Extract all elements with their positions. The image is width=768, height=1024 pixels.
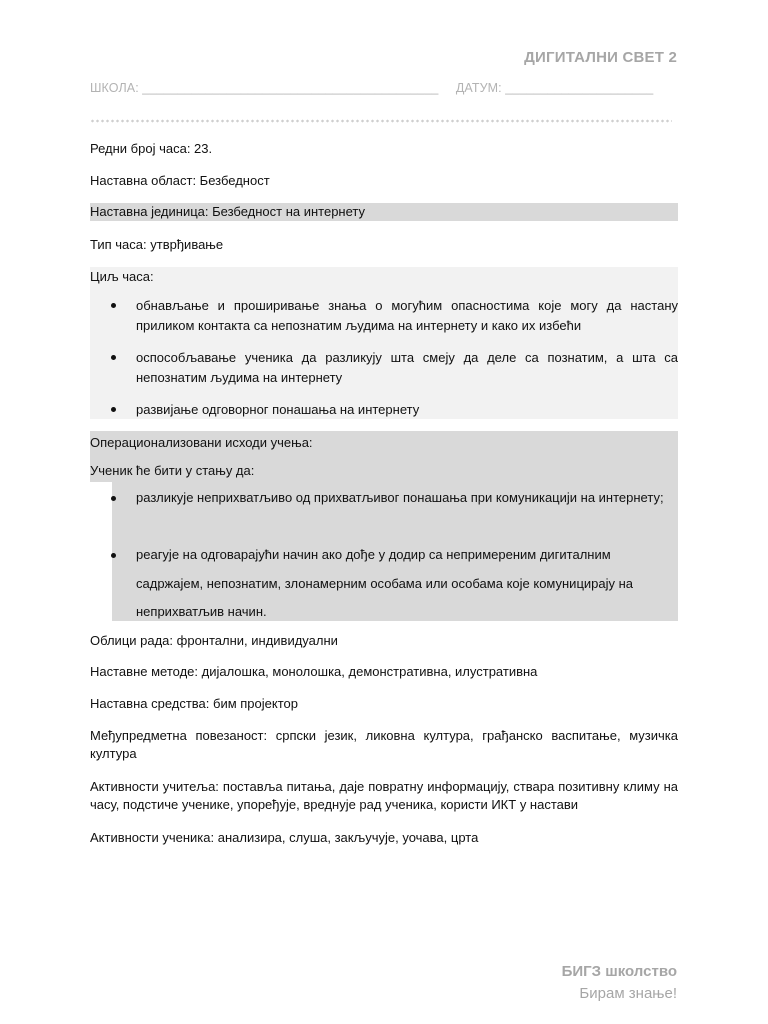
- document-title: ДИГИТАЛНИ СВЕТ 2: [524, 49, 677, 66]
- footer-brand: БИГЗ школство: [561, 963, 677, 980]
- outcome-item: разликује неприхватљиво од прихватљивог понашања при комуникацији на интернету;: [136, 490, 664, 505]
- lesson-number: Редни број часа: 23.: [90, 141, 213, 156]
- outcomes-section: [90, 431, 678, 621]
- goal-title: Циљ часа:: [90, 269, 154, 284]
- work-forms: Облици рада: фронтални, индивидуални: [90, 633, 338, 648]
- school-blank: __________________________________________: [142, 81, 439, 95]
- lesson-type: Тип часа: утврђивање: [90, 237, 224, 252]
- bullet-icon: [110, 353, 118, 361]
- bullet-icon: [110, 551, 118, 559]
- goal-item: оспособљавање ученика да разликују шта смеју да деле са познатим, а шта са непознатим људима на интернету: [136, 350, 678, 385]
- teaching-methods: Наставне методе: дијалошка, монолошка, демонстративна, илустративна: [90, 664, 538, 679]
- goal-section: [90, 267, 678, 419]
- school-label: ШКОЛА:: [90, 81, 139, 95]
- bullet-icon: [110, 405, 118, 413]
- bullet-icon: [110, 301, 118, 309]
- teaching-tools: Наставна средства: бим пројектор: [90, 696, 298, 711]
- outcome-item: реагује на одговарајући начин ако дође у додир са непримереним дигиталним садржајем, непознатим, злонамерним особама или особама које комуницирају на неприхватљив начин.: [136, 547, 634, 619]
- date-label: ДАТУМ:: [455, 81, 502, 95]
- interdisciplinary: Међупредметна повезаност: српски језик, ликовна култура, грађанско васпитање, музичка култура: [90, 728, 678, 761]
- school-date-line: [90, 81, 678, 95]
- date-blank: _____________________: [505, 81, 654, 95]
- bullet-icon: [110, 494, 118, 502]
- goal-item: обнављање и проширивање знања о могућим опасностима које могу да настану приликом контакта са непознатим људима на интернету и како их избећи: [136, 298, 678, 333]
- goal-item: развијање одговорног понашања на интернету: [136, 402, 420, 417]
- outcomes-intro: Ученик ће бити у стању да:: [90, 463, 255, 478]
- footer-slogan: Бирам знање!: [579, 985, 677, 1002]
- teacher-activities: Активности учитеља: поставља питања, даје повратну информацију, ствара позитивну климу на часу, подстиче ученике, упоређује, вреднује рад ученика, користи ИКТ у настави: [90, 779, 678, 812]
- dotted-divider: [90, 119, 672, 123]
- outcomes-title: Операционализовани исходи учења:: [90, 435, 313, 450]
- student-activities: Активности ученика: анализира, слуша, закључује, уочава, црта: [90, 830, 479, 845]
- lesson-area: Наставна област: Безбедност: [90, 173, 270, 188]
- lesson-unit: Наставна јединица: Безбедност на интернету: [90, 203, 678, 221]
